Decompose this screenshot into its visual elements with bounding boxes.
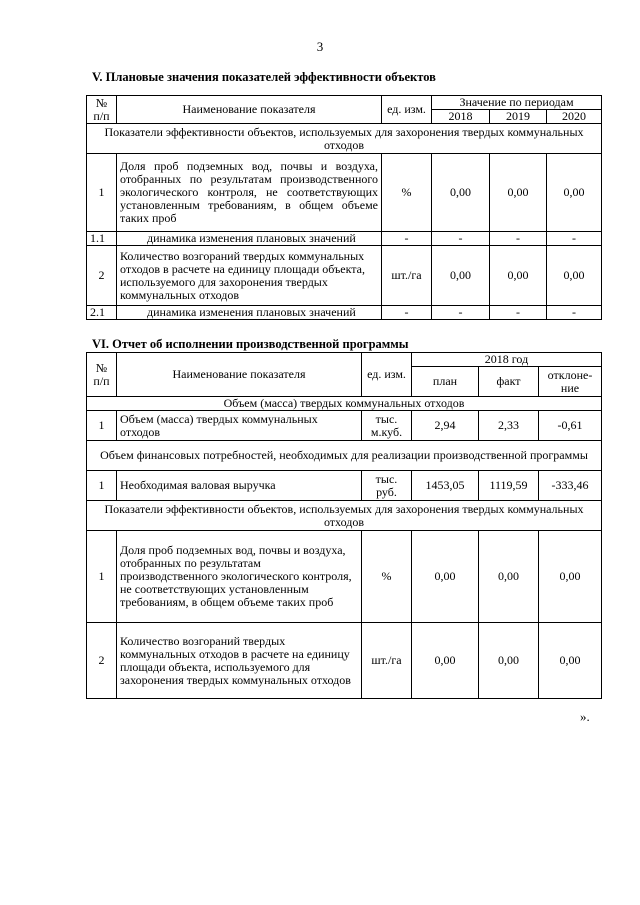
table-row <box>87 471 602 501</box>
row-num: 1 <box>87 154 117 232</box>
row-value: 0,00 <box>432 154 490 232</box>
table-row <box>87 531 602 623</box>
row-num: 1 <box>87 531 117 623</box>
row-value: 0,00 <box>547 154 602 232</box>
program-report-table <box>86 352 602 699</box>
row-name: Доля проб подземных вод, почвы и воздуха, отобранных по результатам производственного экологического контроля, не соответствующих установленным требованиям, в общем объеме таких проб <box>117 531 362 623</box>
row-value: - <box>432 232 490 246</box>
page-number: 3 <box>316 39 324 54</box>
row-name: динамика изменения плановых значений <box>117 306 382 320</box>
row-num: 2.1 <box>87 306 117 320</box>
header-col-deviation: отклоне-ние <box>539 367 602 397</box>
header-year: 2019 <box>490 110 547 124</box>
row-value: - <box>547 232 602 246</box>
row-value: 0,00 <box>479 623 539 699</box>
row-value: -333,46 <box>539 471 602 501</box>
row-value: 0,00 <box>490 246 547 306</box>
row-value: 2,94 <box>412 411 479 441</box>
row-num: 1 <box>87 471 117 501</box>
row-num: 2 <box>87 246 117 306</box>
row-name: динамика изменения плановых значений <box>117 232 382 246</box>
group-title: Показатели эффективности объектов, используемых для захоронения твердых коммунальных отходов <box>87 501 602 531</box>
row-name: Объем (масса) твердых коммунальных отходов <box>117 411 362 441</box>
group-title: Объем финансовых потребностей, необходимых для реализации производственной программы <box>87 441 602 471</box>
table-row <box>87 306 602 320</box>
table-row <box>87 623 602 699</box>
header-period-group: Значение по периодам <box>432 96 602 110</box>
row-value: 0,00 <box>432 246 490 306</box>
row-unit: шт./га <box>382 246 432 306</box>
header-year: 2020 <box>547 110 602 124</box>
row-value: - <box>490 306 547 320</box>
table-row <box>87 246 602 306</box>
row-value: - <box>547 306 602 320</box>
row-unit: тыс. м.куб. <box>362 411 412 441</box>
row-name: Доля проб подземных вод, почвы и воздуха, отобранных по результатам производственного экологического контроля, не соответствующих установленным требованиям, в общем объеме таких проб <box>117 154 382 232</box>
row-name: Необходимая валовая выручка <box>117 471 362 501</box>
row-value: 2,33 <box>479 411 539 441</box>
row-value: 1453,05 <box>412 471 479 501</box>
row-unit: шт./га <box>362 623 412 699</box>
header-num: № п/п <box>87 353 117 397</box>
row-value: 0,00 <box>547 246 602 306</box>
planned-indicators-table <box>86 95 602 320</box>
row-unit: % <box>362 531 412 623</box>
header-unit: ед. изм. <box>362 353 412 397</box>
closing-quote-mark: ». <box>580 709 590 724</box>
section-vi-title: VI. Отчет об исполнении производственной программы <box>92 337 409 351</box>
group-title: Показатели эффективности объектов, используемых для захоронения твердых коммунальных отходов <box>87 124 602 154</box>
row-num: 1 <box>87 411 117 441</box>
row-value: 0,00 <box>539 623 602 699</box>
row-unit: тыс. руб. <box>362 471 412 501</box>
row-value: -0,61 <box>539 411 602 441</box>
row-value: 0,00 <box>479 531 539 623</box>
row-value: - <box>490 232 547 246</box>
row-value: 0,00 <box>490 154 547 232</box>
row-value: 1119,59 <box>479 471 539 501</box>
row-unit: - <box>382 232 432 246</box>
table-row <box>87 411 602 441</box>
header-year: 2018 <box>432 110 490 124</box>
row-name: Количество возгораний твердых коммунальных отходов в расчете на единицу площади объекта, используемого для захоронения твердых коммунальных отходов <box>117 246 382 306</box>
row-unit: % <box>382 154 432 232</box>
group-title: Объем (масса) твердых коммунальных отходов <box>87 397 602 411</box>
section-v-title: V. Плановые значения показателей эффективности объектов <box>92 70 436 84</box>
header-unit: ед. изм. <box>382 96 432 124</box>
header-name: Наименование показателя <box>117 96 382 124</box>
row-num: 2 <box>87 623 117 699</box>
row-value: 0,00 <box>412 623 479 699</box>
header-num: № п/п <box>87 96 117 124</box>
header-col-plan: план <box>412 367 479 397</box>
row-name: Количество возгораний твердых коммунальных отходов в расчете на единицу площади объекта, используемого для захоронения твердых коммунальных отходов <box>117 623 362 699</box>
row-value: - <box>432 306 490 320</box>
row-num: 1.1 <box>87 232 117 246</box>
row-value: 0,00 <box>412 531 479 623</box>
header-year-group: 2018 год <box>412 353 602 367</box>
table-row <box>87 232 602 246</box>
header-col-fact: факт <box>479 367 539 397</box>
row-unit: - <box>382 306 432 320</box>
header-name: Наименование показателя <box>117 353 362 397</box>
table-row <box>87 154 602 232</box>
row-value: 0,00 <box>539 531 602 623</box>
